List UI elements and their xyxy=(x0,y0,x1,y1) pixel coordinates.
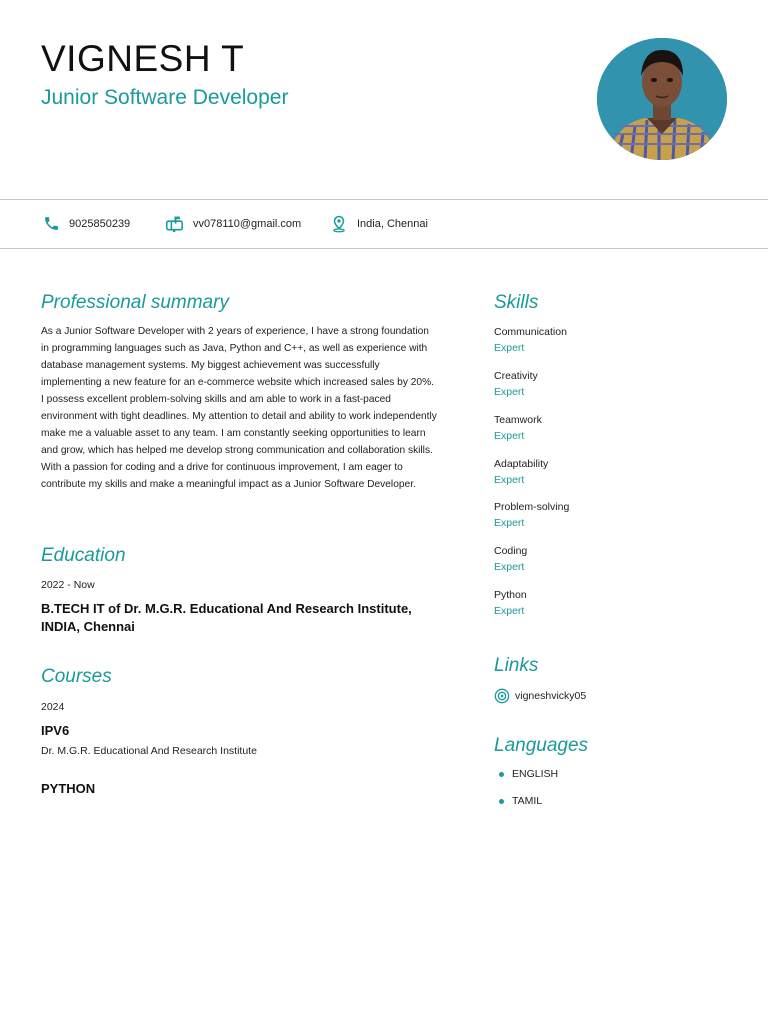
language-item xyxy=(499,768,558,780)
mailbox-icon xyxy=(165,215,184,232)
skill-level: Expert xyxy=(494,605,525,617)
languages-heading: Languages xyxy=(494,735,589,756)
link-label: vigneshvicky05 xyxy=(515,690,587,702)
link-circle-icon xyxy=(494,688,510,704)
language-item xyxy=(499,795,542,807)
education-degree: B.TECH IT of Dr. M.G.R. Educational And Research Institute, INDIA, Chennai xyxy=(41,601,412,634)
skill-level: Expert xyxy=(494,342,525,354)
location-text: India, Chennai xyxy=(357,217,428,230)
skill-name: Adaptability xyxy=(494,458,549,470)
contact-phone[interactable] xyxy=(43,200,130,247)
candidate-name: VIGNESH T xyxy=(41,38,245,79)
skill-level: Expert xyxy=(494,561,525,573)
skills-heading: Skills xyxy=(494,292,539,313)
language-name: ENGLISH xyxy=(512,768,559,780)
skill-level: Expert xyxy=(494,474,525,486)
course-title: PYTHON xyxy=(41,781,96,796)
contact-location xyxy=(330,200,428,247)
skill-item xyxy=(494,458,548,486)
job-title: Junior Software Developer xyxy=(41,86,289,109)
skill-item xyxy=(494,589,527,617)
skill-item xyxy=(494,501,569,529)
profile-photo xyxy=(597,38,727,160)
contact-email[interactable] xyxy=(165,200,301,247)
phone-icon xyxy=(43,215,60,232)
skill-item xyxy=(494,370,538,398)
phone-text: 9025850239 xyxy=(69,217,131,230)
contact-bar xyxy=(0,199,768,249)
links-heading: Links xyxy=(494,655,539,676)
summary-text: As a Junior Software Developer with 2 years of experience, I have a strong foundation in programming languages such as Java, Python and C++, as well as experience with database management systems. My biggest achievement was successfully implementing a new feature for an e-commerce website which increased sales by 20%. I possess excellent problem-solving skills and am able to work in a fast-paced environment with tight deadlines. My attention to detail and ability to work independently make me a valuable asset to any team. I am constantly seeking opportunities to learn and grow, which has helped me develop strong communication and collaboration skills. With a passion for coding and a drive for continuous improvement, I am eager to contribute my skills and make a meaningful impact as a Junior Software Developer. xyxy=(41,326,437,490)
course-institution: Dr. M.G.R. Educational And Research Institute xyxy=(41,745,257,757)
skill-name: Creativity xyxy=(494,370,538,382)
email-text: vv078110@gmail.com xyxy=(193,217,302,230)
skill-name: Teamwork xyxy=(494,414,542,426)
education-period: 2022 - Now xyxy=(41,579,95,591)
skill-level: Expert xyxy=(494,386,525,398)
skill-item xyxy=(494,545,527,573)
skill-name: Communication xyxy=(494,326,567,338)
skill-name: Problem-solving xyxy=(494,501,570,513)
bullet-icon xyxy=(499,799,504,804)
skill-item xyxy=(494,326,567,354)
skill-item xyxy=(494,414,542,442)
courses-heading: Courses xyxy=(41,666,112,687)
profile-link[interactable] xyxy=(494,688,586,704)
language-name: TAMIL xyxy=(512,795,543,807)
bullet-icon xyxy=(499,772,504,777)
skill-name: Coding xyxy=(494,545,528,557)
location-pin-icon xyxy=(330,215,348,233)
education-heading: Education xyxy=(41,545,126,566)
skill-level: Expert xyxy=(494,517,525,529)
summary-heading: Professional summary xyxy=(41,292,229,313)
skill-name: Python xyxy=(494,589,527,601)
course-title: IPV6 xyxy=(41,723,70,738)
skill-level: Expert xyxy=(494,430,525,442)
course-year: 2024 xyxy=(41,701,65,713)
